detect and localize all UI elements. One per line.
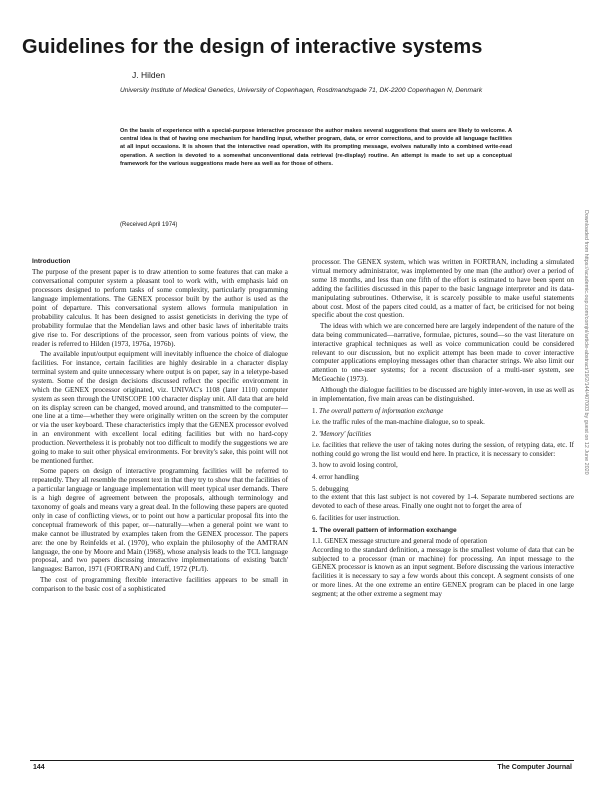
list-item: 4. error handling bbox=[312, 473, 359, 482]
page-number: 144 bbox=[33, 764, 45, 771]
abstract: On the basis of experience with a special-purpose interactive processor the author makes several suggestions that users are likely to welcome. A central idea is that of having one mechanism for handling input, whether program, data, or error corrections, and to provide all language facilities at all input occasions. It is shown that the interactive read operation, with its prompting message, evolves naturally into a combined write-read operation. A section is devoted to a somewhat unconventional data retrieval (re-display) routine. An attempt is made to set up a conceptual framework for the various suggestions made here as well as for those of others. bbox=[120, 128, 512, 167]
item-title: 'Memory' facilities bbox=[319, 429, 372, 438]
list-item: 5. debugging bbox=[312, 484, 349, 493]
item-number: 1. bbox=[312, 406, 318, 415]
section-heading: 1. The overall pattern of information exchange bbox=[312, 526, 457, 534]
paragraph: The available input/output equipment will inevitably influence the choice of dialogue facilities. For instance, certain facilities are highly desirable in a character display terminal system and quite unnecessary where output is on paper, say in a teletype-based system. Some of the design decisions discussed reflect the specific environment in which the GENEX processor originated, viz. UNIVAC's 1108 (later 1110) computer system as seen through the UNISCOPE 100 character display unit. All data that are held on its display screen can be changed, moved around, and transmitted to the computer—one line at a time—whether they were originally written on the screen by the computer or via the user keyboard. These characteristics imply that the GENEX processor evolved in an environment with excellent local editing facilities but with no hard-copy production. Nevertheless it is probably not too difficult to modify the suggestions we are going to make to suit other physical environments. For brevity's sake, this point will not be mentioned further. bbox=[32, 350, 288, 465]
right-column bbox=[312, 258, 574, 601]
paragraph: According to the standard definition, a message is the smallest volume of data that can be subjected to a processor (man or machine) for processing. An input message to the GENEX processor is known as an input segment. Before discussing the various interactive facilities it is necessary to say a few words about this concept. A segment consists of one or more lines. At the one extreme an entire GENEX program can be placed in one large segment; at the other extreme a segment may bbox=[312, 545, 574, 599]
list-item: 3. how to avoid losing control, bbox=[312, 461, 398, 470]
paragraph: Some papers on design of interactive programming facilities will be referred to repeatedly. They all resemble the present text in that they try to show that the facilities of a particular language or language implementation will meet typical user demands. There is a high degree of agreement between the proposals, although terminology and taxonomy of goals and means vary a great deal. In the following these papers are quoted only in case of conflicting views, or to point out how a particular proposal fits into the conceptual framework of this paper, or—naturally—when a general point we want to make cannot be illustrated by examples taken from the GENEX processor. The papers are: the one by Reinfelds et al. (1970), who explain the philosophy of the AMTRAN language, the one by Moore and Main (1968), whose analysis leads to the TCL language proposal, and two papers discussing interactive implementations of existing 'batch' languages: Barron, 1971 (FORTRAN) and Cuff, 1972 (PL/I). bbox=[32, 467, 288, 574]
list-item-text: i.e. the traffic rules of the man-machine dialogue, so to speak. bbox=[312, 418, 485, 427]
subsection-heading: 1.1. GENEX message structure and general mode of operation bbox=[312, 537, 487, 546]
introduction-heading: Introduction bbox=[32, 258, 71, 265]
left-column bbox=[32, 258, 288, 595]
paragraph: to the extent that this last subject is not covered by 1-4. Separate numbered sections are devoted to each of these areas. Finally one ought not to forget the area of bbox=[312, 493, 574, 511]
author-affiliation: University Institute of Medical Genetics, University of Copenhagen, Rosdmandsgade 71, DK-2200 Copenhagen N, Denmark bbox=[120, 87, 483, 94]
paragraph: The ideas with which we are concerned here are largely independent of the nature of the data being communicated—narrative, formulae, pictures, sound—so the vast literature on interactive graphical techniques as well as voice communication could be considered relevant to our discussion, but no explicit attempt has been made to cover interactive computer applications employing messages other than character strings. We also limit our attention to one-user systems; for a recent discussion of a multi-user system, see McGeachie (1973). bbox=[312, 321, 574, 384]
journal-name: The Computer Journal bbox=[497, 764, 572, 771]
article-title: Guidelines for the design of interactive systems bbox=[22, 36, 483, 58]
item-number: 2. bbox=[312, 429, 318, 438]
item-title: The overall pattern of information exchange bbox=[319, 406, 444, 415]
list-item bbox=[312, 430, 574, 439]
list-item-text: i.e. facilities that relieve the user of taking notes during the session, of retyping data, etc. If nothing could go wrong the list would end here. In practice, it is necessary to consider: bbox=[312, 441, 574, 458]
received-date: (Received April 1974) bbox=[120, 222, 178, 228]
paragraph: processor. The GENEX system, which was written in FORTRAN, including a simulated virtual memory administrator, was implemented by one man (the author) over a period of some 18 months, and less than one fifth of the effort is estimated to have been spent on adding the facilities discussed in this paper to the basic language interpreter and its data-manipulating subroutines. Otherwise, it is scarcely possible to make useful statements about cost. Most of the papers cited could, as a matter of fact, be criticised for not being specific about the cost question. bbox=[312, 258, 574, 320]
list-item bbox=[312, 407, 574, 416]
list-item: 6. facilities for user instruction. bbox=[312, 514, 400, 523]
paragraph: The purpose of the present paper is to draw attention to some features that can make a conversational computer system a pleasant tool to work with, with emphasis laid on processors designed to perform tasks of some complexity, particularly programming language implementations. The GENEX processor built by the author is used as the point of departure. This conversational system allows formula manipulation in probability calculus. It has been designed to assist geneticists in deriving the type of probability formulae that the Mendelian laws and other basic laws of inheritable traits give rise to. For descriptions of the processor, seen from various points of view, the reader is referred to Hilden (1973, 1976a, 1976b). bbox=[32, 268, 288, 348]
author-name: J. Hilden bbox=[132, 70, 166, 80]
paragraph: The cost of programming flexible interactive facilities appears to be small in comparison to the basic cost of a sophisticated bbox=[32, 575, 288, 593]
footer-rule bbox=[30, 760, 574, 761]
paragraph: Although the dialogue facilities to be discussed are highly inter-woven, in use as well as in implementation, five main areas can be distinguished. bbox=[312, 385, 574, 403]
download-note: Downloaded from https://academic.oup.com/comjnl/article-abstract/19/2/144/407003 by guest on 12 June 2020 bbox=[583, 210, 589, 475]
